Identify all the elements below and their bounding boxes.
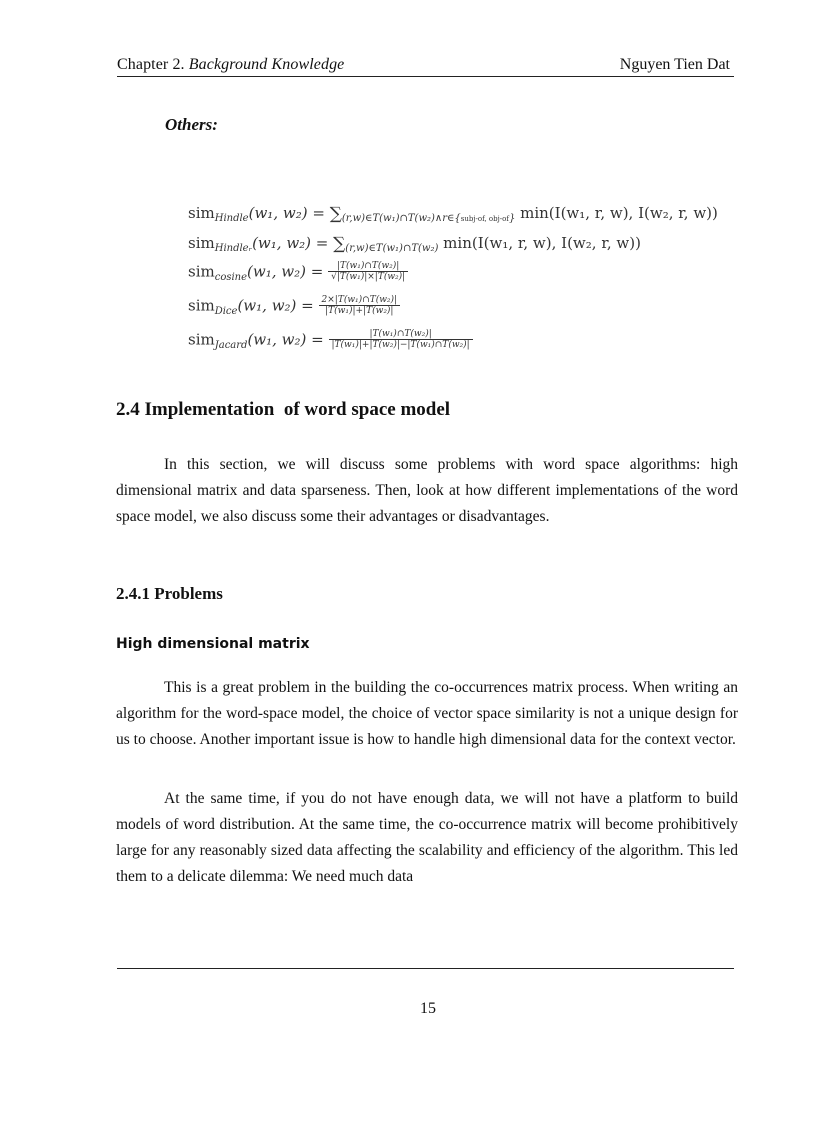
formula-hindle-r <box>188 233 641 253</box>
formula-name: sim <box>188 204 215 222</box>
formula-name: sim <box>188 262 215 281</box>
sum-subscript: (r,w)∈T(w₁)∩T(w₂) <box>345 243 439 254</box>
fraction-denominator: √|T(w₁)|×|T(w₂)| <box>331 272 406 282</box>
formula-subscript: Jacard <box>214 339 248 351</box>
sum-symbol: ∑ <box>329 204 342 224</box>
others-label: Others: <box>165 115 218 134</box>
body-paragraph-1: This is a great problem in the building the co-occurrences matrix process. When writing an algorithm for the word-space model, the choice of vector space similarity is not a unique design for us to choose. Another important issue is how to handle high dimensional data for the context vector. <box>116 679 738 748</box>
formula-hindle <box>188 203 718 223</box>
formula-args: (w₁, w₂) = <box>252 234 329 252</box>
sum-symbol: ∑ <box>333 234 346 254</box>
formula-name: sim <box>188 234 215 252</box>
running-header-author: Nguyen Tien Dat <box>619 56 730 73</box>
formula-cosine <box>188 262 408 283</box>
fraction-numerator: 2×|T(w₁)∩T(w₂)| <box>319 295 401 306</box>
fraction-denominator: |T(w₁)|+|T(w₂)| <box>325 306 394 316</box>
formula-name: sim <box>188 296 215 315</box>
sum-subscript-end: } <box>508 213 516 224</box>
formula-subscript: Hindle <box>214 213 249 224</box>
formula-args: (w₁, w₂) = <box>247 330 324 349</box>
section-heading: 2.4 Implementation of word space model <box>116 399 451 420</box>
running-header-chapter <box>117 56 344 74</box>
formula-subscript: Hindleᵣ <box>214 243 253 254</box>
fraction-denominator: |T(w₁)|+|T(w₂)|−|T(w₁)∩T(w₂)| <box>331 340 470 350</box>
sum-subscript: (r,w)∈T(w₁)∩T(w₂)∧r∈{ <box>341 213 461 224</box>
formula-subscript: Dice <box>214 305 238 317</box>
footer-rule <box>117 968 734 969</box>
sum-subscript-set: subj-of, obj-of <box>460 215 509 223</box>
fraction-numerator: |T(w₁)∩T(w₂)| <box>328 261 408 272</box>
formula-fraction <box>328 261 408 282</box>
header-chapter-title: Background Knowledge <box>188 56 345 73</box>
subsubsection-heading: High dimensional matrix <box>116 636 310 652</box>
page-number: 15 <box>420 1000 436 1017</box>
formula-fraction <box>329 329 473 350</box>
formula-fraction <box>319 295 401 316</box>
body-paragraph-2: At the same time, if you do not have enough data, we will not have a platform to build models of word distribution. At the same time, the co-occurrence matrix will become prohibitively large for any reasonably sized data affecting the scalability and efficiency of the algorithm. This led them to a delicate dilemma: We need much data <box>116 790 738 885</box>
formula-name: sim <box>188 330 215 349</box>
formula-dice <box>188 296 400 317</box>
fraction-numerator: |T(w₁)∩T(w₂)| <box>329 329 473 340</box>
header-rule <box>117 76 734 77</box>
section-intro-paragraph: In this section, we will discuss some problems with word space algorithms: high dimensional matrix and data sparseness. Then, look at how different implementations of the word space model, we also discuss some their advantages or disadvantages. <box>116 456 738 525</box>
formula-body: min(I(w₁, r, w), I(w₂, r, w)) <box>520 204 718 222</box>
formula-body: min(I(w₁, r, w), I(w₂, r, w)) <box>443 234 641 252</box>
formula-args: (w₁, w₂) = <box>247 262 324 281</box>
formula-jacard <box>188 330 473 351</box>
formula-subscript: cosine <box>214 271 248 283</box>
formula-args: (w₁, w₂) = <box>248 204 325 222</box>
formula-args: (w₁, w₂) = <box>237 296 314 315</box>
subsection-heading: 2.4.1 Problems <box>116 584 223 603</box>
header-chapter-number: Chapter 2. <box>117 56 185 73</box>
